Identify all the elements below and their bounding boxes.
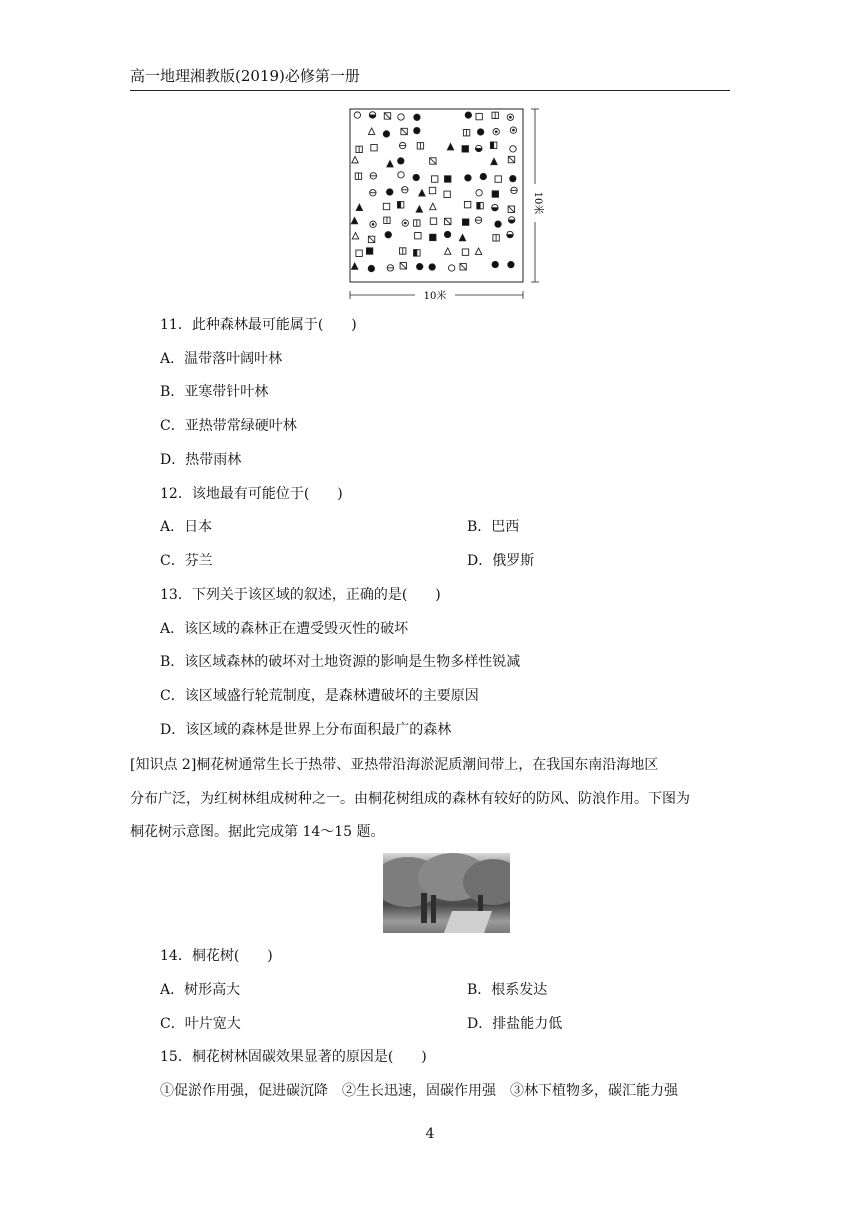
q13-option-a: A．该区域的森林正在遭受毁灭性的破坏 xyxy=(160,621,409,637)
page-header xyxy=(130,62,730,91)
q11-option-b: B．亚寒带针叶林 xyxy=(160,384,269,400)
knowledge-text-1: 桐花树通常生长于热带、亚热带沿海淤泥质潮间带上，在我国东南沿海地区 xyxy=(196,757,659,773)
header-title: 高一地理湘教版(2019)必修第一册 xyxy=(130,67,360,85)
question-13-stem: 13．下列关于该区域的叙述，正确的是( ) xyxy=(160,587,441,603)
question-11-stem: 11．此种森林最可能属于( ) xyxy=(160,317,357,333)
q14-option-d: D．排盐能力低 xyxy=(467,1016,563,1032)
knowledge-line-2: 分布广泛，为红树林组成树种之一。由桐花树组成的森林有较好的防风、防浪作用。下图为 xyxy=(130,791,690,807)
q12-option-b: B．巴西 xyxy=(467,519,520,535)
mangrove-photo xyxy=(383,853,510,933)
side-dimension-label: 10米 xyxy=(532,191,543,215)
knowledge-line-1 xyxy=(130,755,658,775)
q14-option-a: A．树形高大 xyxy=(160,982,241,998)
knowledge-line-3: 桐花树示意图。据此完成第 14～15 题。 xyxy=(130,824,385,840)
q13-option-d: D．该区域的森林是世界上分布面积最广的森林 xyxy=(160,722,452,738)
q11-option-a: A．温带落叶阔叶林 xyxy=(160,351,283,367)
q13-option-b: B．该区域森林的破坏对土地资源的影响是生物多样性锐减 xyxy=(160,654,521,670)
question-15-stem: 15．桐花树林固碳效果显著的原因是( ) xyxy=(160,1049,427,1065)
bottom-dimension-label: 10米 xyxy=(423,291,447,302)
q12-option-d: D．俄罗斯 xyxy=(467,553,535,569)
q15-statements: ①促淤作用强，促进碳沉降 ②生长迅速，固碳作用强 ③林下植物多，碳汇能力强 xyxy=(160,1083,678,1099)
q14-option-c: C．叶片宽大 xyxy=(160,1016,241,1032)
question-14-stem: 14．桐花树( ) xyxy=(160,948,273,964)
q12-option-a: A．日本 xyxy=(160,519,213,535)
q11-option-c: C．亚热带常绿硬叶林 xyxy=(160,418,297,434)
q14-option-b: B．根系发达 xyxy=(467,982,548,998)
page-number: 4 xyxy=(425,1126,435,1142)
q11-option-d: D．热带雨林 xyxy=(160,452,242,468)
forest-plot-figure xyxy=(345,104,545,304)
q12-option-c: C．芬兰 xyxy=(160,553,213,569)
knowledge-tag: [知识点 2] xyxy=(130,757,197,773)
question-12-stem: 12．该地最有可能位于( ) xyxy=(160,486,343,502)
q13-option-c: C．该区域盛行轮荒制度，是森林遭破坏的主要原因 xyxy=(160,688,479,704)
